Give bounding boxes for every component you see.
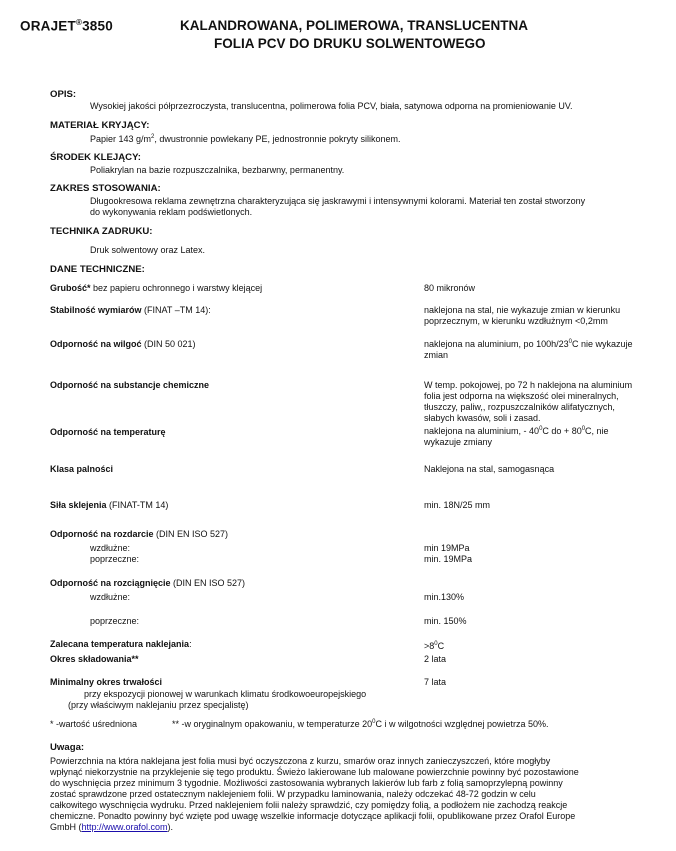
title-line-1: KALANDROWANA, POLIMEROWA, TRANSLUCENTNA — [180, 18, 528, 33]
srodek-text: Poliakrylan na bazie rozpuszczalnika, bezbarwny, permanentny. — [90, 165, 345, 175]
sila-label: Siła sklejenia (FINAT-TM 14) — [50, 500, 169, 510]
material-heading: MATERIAŁ KRYJĄCY: — [50, 120, 150, 131]
palnosc-value: Naklejona na stal, samogasnąca — [424, 464, 555, 474]
technika-text: Druk solwentowy oraz Latex. — [90, 245, 206, 255]
material-text: Papier 143 $g/m^2$, dwustronnie powlekany PE, jednostronnie pokryty silikonem. — [90, 134, 401, 144]
uwaga-line-6: chemiczne. Ponadto powinny być wzięte pod uwagę wszelkie informacje dotyczące aplikacji folii, opublikowane przez Orafol Europe — [50, 811, 576, 821]
stabilnosc-value-1: naklejona na stal, nie wykazuje zmian w kierunku — [424, 305, 621, 315]
title-line-2: FOLIA PCV DO DRUKU SOLWENTOWEGO — [214, 36, 486, 51]
product-name: ORAJET®3850 — [20, 18, 113, 34]
minimalny-sub-2: (przy właściwym naklejaniu przez specjalistę) — [68, 700, 249, 710]
footnote-1: * -wartość uśredniona — [50, 719, 138, 729]
uwaga-line-1: Powierzchnia na która naklejana jest folia musi być oczyszczona z kurzu, smarów oraz innych zanieczyszczeń, które mogłyby — [50, 756, 551, 766]
chemiczne-value-4: słabych kwasów, soli i zasad. — [424, 413, 541, 423]
zalecana-value: $>8^0C$ — [424, 641, 445, 651]
orafol-link[interactable]: http://www.orafol.com — [81, 822, 168, 832]
minimalny-label: Minimalny okres trwałości — [50, 677, 163, 687]
rozdarcie-sub-1: wzdłużne: — [90, 543, 131, 553]
zakres-line-2: do wykonywania reklam podświetlonych. — [90, 207, 253, 217]
rozciaganie-sub-2: poprzeczne: — [90, 616, 140, 626]
uwaga-line-2: wpłynąć niekorzystnie na przyklejenie się tego produktu. Świeżo lakierowane lub malowane powierzchnie powinny być pozostawione — [50, 767, 579, 777]
technika-heading: TECHNIKA ZADRUKU: — [50, 226, 153, 237]
stabilnosc-label: Stabilność wymiarów (FINAT –TM 14): — [50, 305, 211, 315]
chemiczne-value-3: tłuszczy, paliw,, rozpuszczalników alifatycznych, — [424, 402, 615, 412]
srodek-heading: ŚRODEK KLEJĄCY: — [50, 152, 141, 163]
palnosc-label: Klasa palności — [50, 464, 114, 474]
minimalny-value: 7 lata — [424, 677, 447, 687]
rozdarcie-value-2: min. 19MPa — [424, 554, 473, 564]
uwaga-heading: Uwaga: — [50, 742, 85, 753]
zakres-line-1: Długookresowa reklama zewnętrzna charakteryzująca się jaskrawymi i intensywnymi kolorami. Materiał ten został stworzony — [90, 196, 586, 206]
temperatura-value-2: wykazuje zmiany — [424, 437, 493, 447]
sila-value: min. 18N/25 mm — [424, 500, 491, 510]
rozdarcie-label: Odporność na rozdarcie (DIN EN ISO 527) — [50, 529, 229, 539]
wilgoc-value-1: naklejona na aluminium, po $100h/23^0C$ nie wykazuje — [424, 339, 633, 349]
dane-heading: DANE TECHNICZNE: — [50, 264, 145, 275]
temperatura-label: Odporność na temperaturę — [50, 427, 166, 437]
grubosc-label: Grubość* bez papieru ochronnego i warstwy klejącej — [50, 283, 263, 293]
okres-label: Okres składowania** — [50, 654, 139, 664]
minimalny-sub-1: przy ekspozycji pionowej w warunkach klimatu środkowoeuropejskiego — [84, 689, 367, 699]
temperatura-value-1: naklejona na aluminium, - $40^0C$ do + $80^0C$, nie — [424, 426, 609, 436]
chemiczne-label: Odporność na substancje chemiczne — [50, 380, 210, 390]
footnote-2: ** -w oryginalnym opakowaniu, w temperaturze $20^0C$ i w wilgotności względnej powietrza 50%. — [172, 719, 549, 729]
opis-heading: OPIS: — [50, 89, 77, 100]
stabilnosc-value-2: poprzecznym, w kierunku wzdłużnym <0,2mm — [424, 316, 608, 326]
rozdarcie-sub-2: poprzeczne: — [90, 554, 140, 564]
uwaga-line-3: do wyschnięcia przez minimum 3 tygodnie. Możliwości zastosowania wybranych lakierów lub farb z folią samoprzylepną powinny — [50, 778, 563, 788]
grubosc-value: 80 mikronów — [424, 283, 476, 293]
wilgoc-value-2: zmian — [424, 350, 449, 360]
uwaga-line-5: całkowitego wyschnięcia wydruku. Przed naklejeniem folii należy sprawdzić, czy pomiędzy folią, a podłożem nie zachodzą reakcje — [50, 800, 568, 810]
rozciaganie-label: Odporność na rozciągnięcie (DIN EN ISO 527) — [50, 578, 246, 588]
chemiczne-value-2: folia jest odporna na większość olei mineralnych, — [424, 391, 619, 401]
rozdarcie-value-1: min 19MPa — [424, 543, 470, 553]
chemiczne-value-1: W temp. pokojowej, po 72 h naklejona na aluminium — [424, 380, 633, 390]
uwaga-line-4: zostać sprawdzone przed ostatecznym naklejeniem folii. W przypadku laminowania, należy odczekać 48-72 godzin w celu — [50, 789, 536, 799]
uwaga-line-7: GmbH (http://www.orafol.com). — [50, 822, 174, 832]
rozciaganie-sub-1: wzdłużne: — [90, 592, 131, 602]
okres-value: 2 lata — [424, 654, 447, 664]
rozciaganie-value-1: min.130% — [424, 592, 465, 602]
opis-text: Wysokiej jakości półprzezroczysta, translucentna, polimerowa folia PCV, biała, satynowa odporna na promieniowanie UV. — [90, 101, 573, 111]
zalecana-label: Zalecana temperatura naklejania: — [50, 639, 192, 649]
rozciaganie-value-2: min. 150% — [424, 616, 467, 626]
zakres-heading: ZAKRES STOSOWANIA: — [50, 183, 161, 194]
wilgoc-label: Odporność na wilgoć (DIN 50 021) — [50, 339, 196, 349]
